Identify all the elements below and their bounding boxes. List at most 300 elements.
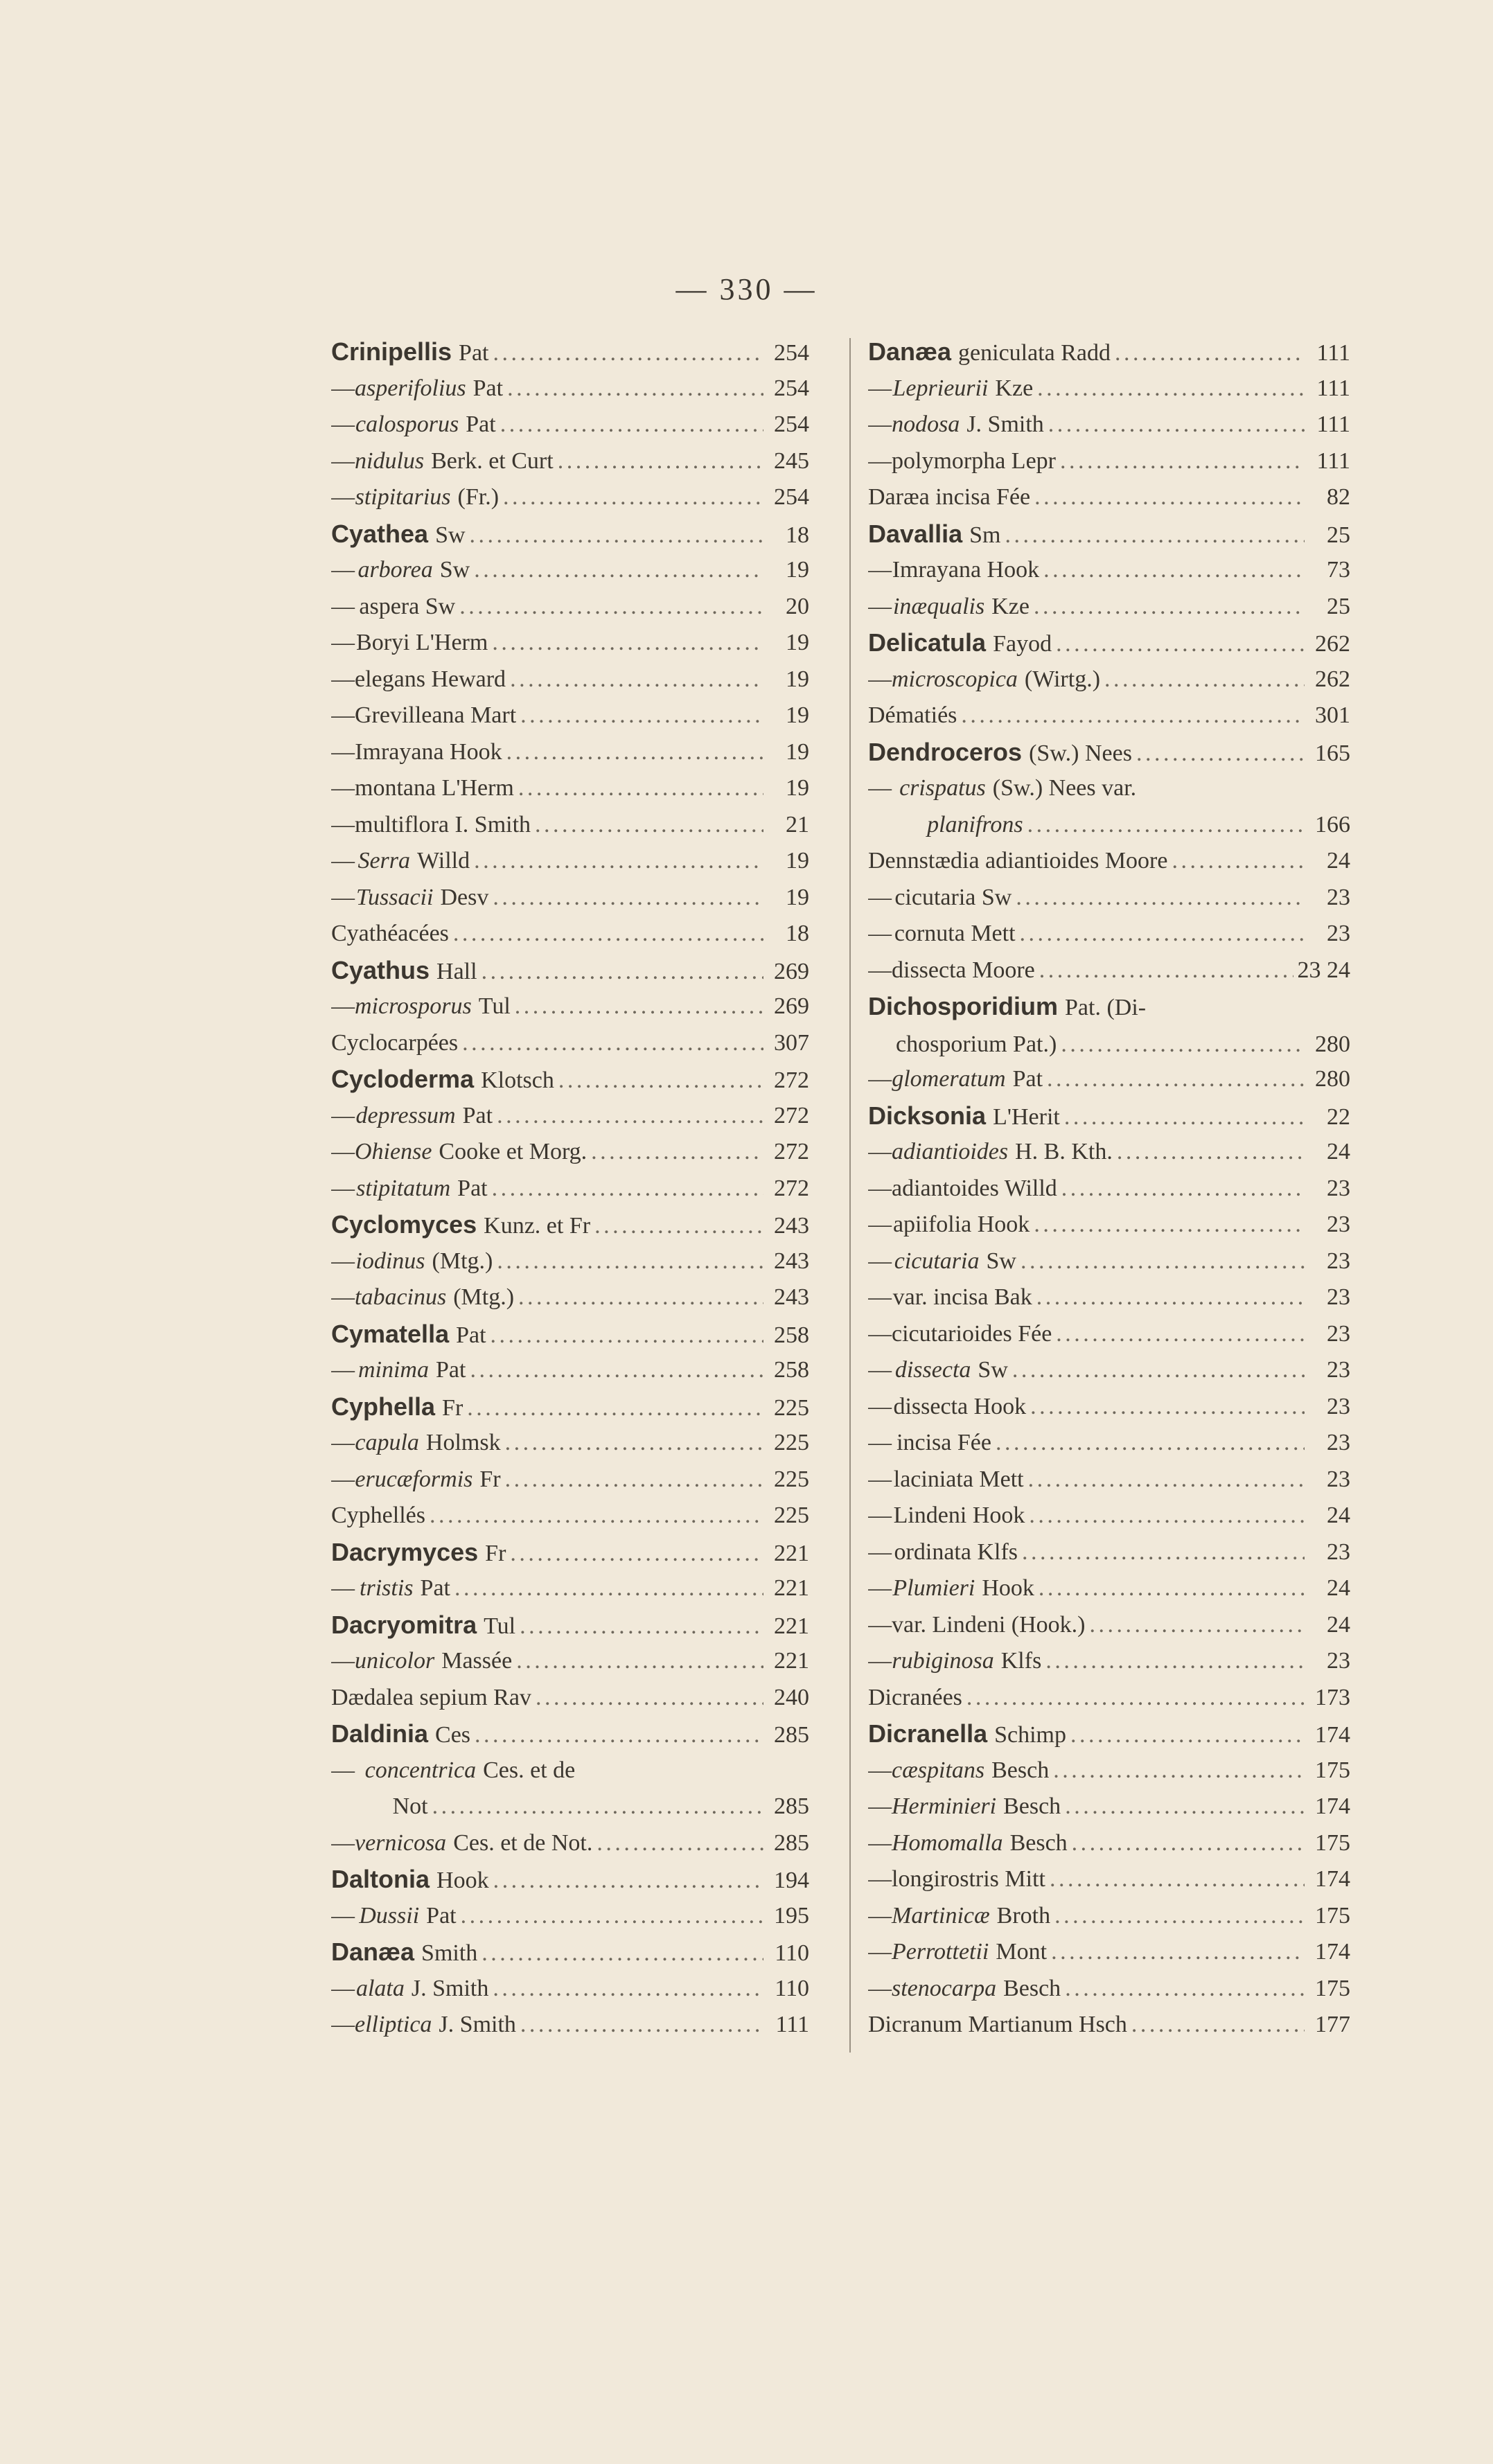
entry-name: Cyclocarpées [331, 1029, 459, 1056]
index-entry [868, 1898, 1350, 1935]
leader-dots [1131, 2007, 1305, 2044]
dash-mark: — [331, 447, 355, 474]
entry-name: asperifolius [355, 375, 466, 401]
entry-name: cicutaria [894, 1248, 980, 1274]
entry-author: Kze [991, 593, 1030, 619]
leader-dots [558, 443, 763, 480]
dash-mark: — [868, 1175, 892, 1201]
leader-dots [430, 1498, 763, 1534]
entry-name: tabacinus [355, 1284, 447, 1310]
leader-dots [453, 916, 763, 952]
entry-author: Kze [995, 375, 1034, 401]
index-entry [331, 1134, 809, 1171]
index-entry [331, 698, 809, 734]
leader-dots [520, 2007, 763, 2044]
leader-dots [482, 1935, 763, 1971]
dash-mark: — [868, 375, 892, 401]
index-entry [868, 1462, 1350, 1498]
page-ref: 165 [1315, 740, 1350, 766]
dash-mark: — [868, 1539, 892, 1565]
dash-mark: — [868, 921, 892, 946]
entry-author: geniculata Radd [958, 340, 1111, 366]
leader-dots [558, 1063, 763, 1098]
index-entry [331, 2007, 809, 2044]
entry-name: microsporus [355, 993, 472, 1019]
dash-mark: — [331, 630, 355, 655]
leader-dots [493, 335, 764, 371]
index-entry [331, 843, 809, 880]
dash-mark: — [868, 1939, 892, 1965]
entry-name: Dicranées [868, 1684, 962, 1710]
leader-dots [1037, 371, 1305, 407]
leader-dots [1065, 1789, 1305, 1825]
index-entry [868, 1534, 1350, 1571]
page-ref: 285 [774, 1793, 809, 1819]
leader-dots [482, 954, 763, 989]
page-ref: 258 [774, 1357, 809, 1383]
dash-mark: — [868, 557, 892, 583]
index-entry [868, 1134, 1350, 1171]
page-ref: 19 [786, 702, 809, 728]
leader-dots [1090, 1607, 1305, 1644]
page-ref: 175 [1315, 1902, 1350, 1929]
page-ref: 23 [1327, 1320, 1350, 1347]
leader-dots [1104, 662, 1305, 698]
index-entry [868, 1389, 1350, 1426]
page-ref: 221 [774, 1540, 809, 1566]
entry-name: Boryi L'Herm [356, 630, 488, 655]
entry-author: H. B. Kth. [1015, 1139, 1113, 1164]
entry-name: stipitatum [356, 1175, 451, 1201]
leader-dots [497, 1243, 763, 1280]
index-entry [331, 1098, 809, 1135]
entry-author: Pat [420, 1575, 450, 1601]
page-ref: 173 [1315, 1684, 1350, 1710]
page-ref: 272 [774, 1175, 809, 1201]
entry-author: Fr [479, 1466, 501, 1492]
entry-author: Kunz. et Fr [484, 1213, 591, 1239]
entry-name: stenocarpa [892, 1975, 997, 2001]
index-entry [868, 1279, 1350, 1316]
dash-mark: — [868, 1284, 892, 1310]
entry-name: cæspitans [892, 1757, 985, 1783]
index-entry [868, 1570, 1350, 1607]
index-entry [331, 916, 809, 952]
entry-author: (Fr.) [457, 484, 500, 510]
entry-author: Tul [484, 1613, 516, 1639]
entry-continuation: Not [392, 1793, 428, 1819]
leader-dots [1117, 1134, 1305, 1171]
entry-author: (Wirtg.) [1024, 666, 1101, 692]
entry-name: depressum [355, 1102, 456, 1128]
index-entry [331, 1061, 809, 1098]
leader-dots [503, 479, 763, 516]
index-entry [331, 989, 809, 1025]
dash-mark: — [868, 884, 892, 910]
index-entry [331, 1934, 809, 1971]
leader-dots [505, 1462, 763, 1498]
entry-author: Pat [459, 340, 489, 366]
leader-dots [996, 1425, 1305, 1462]
leader-dots [1051, 1934, 1305, 1971]
index-entry [868, 1607, 1350, 1644]
dash-mark: — [331, 848, 355, 874]
page-ref: 307 [774, 1029, 809, 1056]
page-ref: 111 [1316, 375, 1350, 401]
page-ref: 23 [1327, 1539, 1350, 1565]
leader-dots [1034, 1207, 1305, 1243]
entry-author: Sw [439, 557, 470, 583]
index-entry [331, 1898, 809, 1935]
page-ref: 174 [1315, 1793, 1350, 1819]
leader-dots [1045, 1643, 1305, 1680]
dash-mark: — [868, 1793, 892, 1819]
entry-name: Ohiense [355, 1139, 432, 1164]
entry-name: aspera Sw [359, 593, 456, 619]
index-entry [331, 1025, 809, 1062]
entry-author: (Mtg.) [453, 1284, 515, 1310]
entry-name: dissecta Moore [892, 957, 1035, 983]
entry-name: Dichosporidium [868, 992, 1059, 1020]
entry-name: cornuta Mett [894, 921, 1016, 946]
entry-name: Cyclomyces [331, 1210, 477, 1239]
entry-name: Cyphellés [331, 1503, 425, 1528]
dash-mark: — [868, 1829, 892, 1856]
entry-author: Sw [978, 1357, 1008, 1383]
entry-author: Pat [1012, 1066, 1043, 1092]
leader-dots [597, 1825, 763, 1862]
dash-mark: — [868, 1248, 892, 1274]
leader-dots [474, 552, 763, 589]
dash-mark: — [331, 1175, 355, 1201]
leader-dots [966, 1680, 1305, 1717]
entry-author: Sm [969, 522, 1001, 548]
entry-author: L'Herit [993, 1104, 1060, 1130]
entry-name: Lindeni Hook [893, 1503, 1025, 1528]
page-ref: 110 [775, 1975, 809, 2001]
entry-author: Berk. et Curt [431, 447, 554, 474]
index-entry [331, 1861, 809, 1898]
leader-dots [459, 589, 763, 626]
page-ref: 262 [1315, 666, 1350, 692]
page-ref: 174 [1315, 1939, 1350, 1965]
leader-dots [1061, 1027, 1305, 1062]
leader-dots [462, 1025, 763, 1062]
index-entry [868, 625, 1350, 662]
entry-name: Daræa incisa Fée [868, 484, 1031, 510]
leader-dots [506, 734, 763, 771]
index-column-right [868, 334, 1350, 2044]
index-entry [868, 1098, 1350, 1135]
entry-name: nidulus [355, 447, 425, 474]
entry-name: rubiginosa [892, 1648, 994, 1674]
dash-mark: — [331, 884, 355, 910]
page-ref: 254 [774, 411, 809, 437]
leader-dots [1136, 736, 1305, 771]
dash-mark: — [868, 666, 892, 692]
entry-author: Pat [426, 1902, 457, 1929]
page-ref: 23 [1327, 1357, 1350, 1383]
dash-mark: — [331, 775, 355, 801]
index-entry [331, 734, 809, 771]
entry-author: J. Smith [439, 2012, 516, 2037]
dash-mark: — [331, 593, 355, 619]
index-entry [331, 443, 809, 480]
leader-dots [1115, 335, 1305, 371]
index-entry [331, 516, 809, 553]
entry-name: crispatus [899, 775, 986, 801]
entry-author: Hook [982, 1575, 1034, 1601]
entry-name: Dussii [359, 1902, 420, 1929]
page-ref: 166 [1315, 811, 1350, 837]
leader-dots [1012, 1352, 1305, 1389]
dash-mark: — [331, 1757, 355, 1783]
entry-continuation: planifrons [927, 811, 1023, 837]
entry-name: Cycloderma [331, 1065, 475, 1093]
index-entry [331, 1971, 809, 2007]
index-entry [331, 662, 809, 698]
dash-mark: — [868, 957, 892, 983]
index-entry [331, 334, 809, 371]
dash-mark: — [868, 447, 892, 474]
dash-mark: — [331, 2012, 355, 2037]
page-ref: 24 [1327, 1139, 1350, 1164]
index-entry [331, 952, 809, 989]
dash-mark: — [331, 1284, 355, 1310]
entry-author: Mont [996, 1939, 1048, 1965]
dash-mark: — [868, 1320, 892, 1347]
page-ref: 21 [786, 811, 809, 837]
entry-wrap [868, 989, 1350, 1061]
page-ref: 19 [786, 848, 809, 874]
entry-name: laciniata Mett [893, 1466, 1024, 1492]
page-ref: 23 [1327, 1284, 1350, 1310]
dash-mark: — [868, 1212, 892, 1237]
entry-name: tristis [360, 1575, 414, 1601]
entry-name: Martinicæ [892, 1902, 990, 1929]
page-ref: 254 [774, 484, 809, 510]
index-entry [868, 1498, 1350, 1534]
entry-name: Grevilleana Mart [355, 702, 517, 728]
entry-name: glomeratum [892, 1066, 1006, 1092]
dash-mark: — [868, 1575, 892, 1601]
index-entry [868, 2007, 1350, 2044]
leader-dots [1053, 1753, 1305, 1789]
leader-dots [1060, 443, 1305, 480]
page-ref: 19 [786, 738, 809, 765]
entry-name: Crinipellis [331, 337, 452, 366]
page-ref: 245 [774, 447, 809, 474]
dash-mark: — [868, 1503, 892, 1528]
leader-dots [475, 1717, 763, 1753]
index-entry [868, 1680, 1350, 1717]
entry-name: Cyathea [331, 519, 429, 548]
index-entry [868, 989, 1350, 1061]
entry-name: elliptica [355, 2012, 432, 2037]
index-entry [868, 843, 1350, 880]
index-entry [331, 589, 809, 626]
dash-mark: — [331, 1829, 355, 1856]
page-ref: 254 [774, 340, 809, 366]
page-ref: 19 [786, 557, 809, 583]
dash-mark: — [331, 811, 355, 837]
leader-dots [493, 880, 763, 916]
page-ref: 225 [774, 1503, 809, 1528]
page-ref: 111 [1316, 447, 1350, 474]
entry-wrap [899, 770, 1350, 843]
entry-continuation: chosporium Pat.) [896, 1031, 1057, 1057]
page-ref: 18 [786, 522, 809, 548]
index-entry [331, 1607, 809, 1644]
page-ref: 23 [1327, 884, 1350, 910]
entry-name: Tussacii [355, 884, 434, 910]
dash-mark: — [868, 1648, 892, 1674]
leader-dots [1061, 1171, 1305, 1207]
entry-name: Herminieri [892, 1793, 997, 1819]
leader-dots [1065, 1971, 1305, 2007]
entry-name: apiifolia Hook [892, 1212, 1030, 1237]
page-ref: 19 [786, 884, 809, 910]
entry-name: capula [355, 1430, 419, 1455]
entry-name: Cyathéacées [331, 921, 449, 946]
index-entry [868, 1861, 1350, 1898]
page-ref: 243 [774, 1284, 809, 1310]
index-entry [868, 516, 1350, 553]
dash-mark: — [868, 1902, 892, 1929]
entry-name: microscopica [892, 666, 1018, 692]
entry-name: Dacrymyces [331, 1537, 479, 1566]
leader-dots [454, 1570, 763, 1607]
page-ref: 195 [774, 1902, 809, 1929]
index-entry [868, 662, 1350, 698]
leader-dots [1047, 1061, 1305, 1098]
index-entry [868, 1171, 1350, 1207]
leader-dots [1056, 626, 1305, 662]
entry-name: concentrica [364, 1757, 477, 1783]
dash-mark: — [868, 1066, 892, 1092]
dash-mark: — [868, 1430, 892, 1455]
dash-mark: — [868, 1393, 892, 1419]
page-ref: 23 [1327, 1430, 1350, 1455]
index-entry [868, 1934, 1350, 1971]
leader-dots [1029, 1498, 1305, 1534]
dash-mark: — [331, 1466, 355, 1492]
column-divider [849, 338, 851, 2053]
page-ref: 243 [774, 1248, 809, 1274]
entry-author: Pat [457, 1175, 488, 1201]
leader-dots [510, 1536, 763, 1571]
page-ref: 18 [786, 921, 809, 946]
page-ref: 19 [786, 775, 809, 801]
entry-author: (Sw.) Nees [1029, 740, 1132, 766]
leader-dots [520, 698, 763, 734]
leader-dots [1020, 916, 1305, 952]
leader-dots [1043, 552, 1305, 589]
leader-dots [518, 770, 763, 807]
dash-mark: — [868, 1975, 892, 2001]
leader-dots [1054, 1898, 1305, 1935]
leader-dots [1034, 589, 1305, 626]
page-ref: 262 [1315, 631, 1350, 657]
index-entry [868, 1352, 1350, 1389]
entry-author: Besch [1003, 1793, 1061, 1819]
entry-name: Leprieurii [892, 375, 989, 401]
dash-mark: — [331, 702, 355, 728]
dash-mark: — [868, 775, 892, 801]
leader-dots [491, 1318, 763, 1353]
leader-dots [1039, 1570, 1305, 1607]
entry-name: dissecta Hook [893, 1393, 1027, 1419]
index-entry [331, 880, 809, 916]
page-ref: 23 [1327, 1248, 1350, 1274]
entry-name: elegans Heward [355, 666, 506, 692]
leader-dots [470, 517, 763, 553]
leader-dots [461, 1898, 763, 1935]
leader-dots [1050, 1861, 1305, 1898]
leader-dots [1028, 1462, 1305, 1498]
index-entry [868, 479, 1350, 516]
entry-name: Imrayana Hook [355, 738, 502, 765]
index-entry [331, 1462, 809, 1498]
page-ref: 24 [1327, 1575, 1350, 1601]
page-ref: 225 [774, 1466, 809, 1492]
index-entry [331, 1498, 809, 1534]
page-ref: 225 [774, 1394, 809, 1421]
entry-name: Dicranum Martianum Hsch [868, 2012, 1127, 2037]
entry-name: cicutarioides Fée [892, 1320, 1052, 1347]
dash-mark: — [331, 1139, 355, 1164]
entry-author: Schimp [994, 1722, 1066, 1748]
entry-name: Danæa [868, 337, 952, 366]
entry-name: minima [357, 1357, 429, 1383]
leader-dots [1070, 1717, 1305, 1753]
index-entry [868, 1425, 1350, 1462]
entry-author: Besch [1009, 1829, 1068, 1856]
entry-name: polymorpha Lepr [892, 447, 1056, 474]
entry-author: Massée [441, 1648, 513, 1674]
leader-dots [1030, 1389, 1305, 1426]
entry-name: Daltonia [331, 1865, 430, 1893]
index-entry [868, 334, 1350, 371]
index-entry [331, 1716, 809, 1753]
entry-name: Dématiés [868, 702, 957, 728]
page-ref: 23 [1327, 1393, 1350, 1419]
leader-dots [518, 1279, 763, 1316]
entry-author: Fr [485, 1540, 506, 1566]
entry-name: longirostris Mitt [892, 1866, 1045, 1892]
index-entry [868, 916, 1350, 952]
entry-author: Besch [991, 1757, 1050, 1783]
leader-dots [432, 1789, 763, 1825]
leader-dots [474, 843, 763, 880]
dash-mark: — [331, 411, 355, 437]
index-entry [331, 1825, 809, 1862]
leader-dots [1021, 1243, 1305, 1280]
entry-name: Davallia [868, 519, 963, 548]
dash-mark: — [868, 1357, 892, 1383]
entry-author: (Mtg.) [432, 1248, 493, 1274]
page-ref: 82 [1327, 484, 1350, 510]
leader-dots [470, 1352, 763, 1389]
page-number: — 330 — [675, 272, 818, 306]
dash-mark: — [868, 1466, 892, 1492]
page-ref: 243 [774, 1213, 809, 1239]
dash-mark: — [331, 1975, 355, 2001]
page-ref: 221 [774, 1648, 809, 1674]
leader-dots [1172, 843, 1305, 880]
entry-author: Tul [478, 993, 511, 1019]
index-entry [868, 1243, 1350, 1280]
